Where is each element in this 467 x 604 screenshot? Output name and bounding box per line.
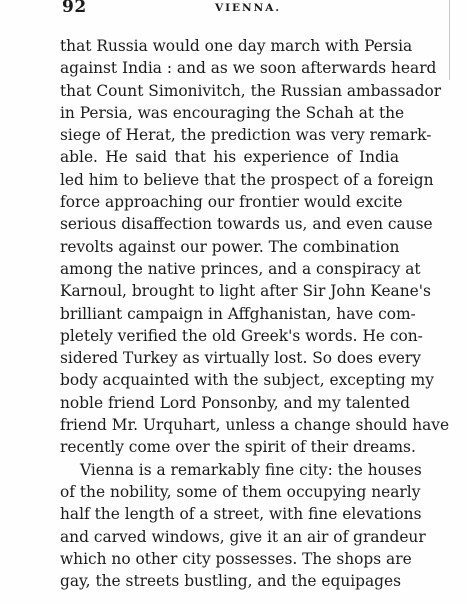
- text-line: Karnoul, brought to light after Sir John Keane's: [60, 282, 431, 301]
- page-number: 92: [62, 0, 87, 17]
- text-line: half the length of a street, with fine elevations: [60, 505, 422, 524]
- text-line: that Russia would one day march with Persia: [60, 37, 413, 55]
- text-line: against India : and as we soon afterwards heard: [60, 59, 437, 78]
- text-line: noble friend Lord Ponsonby, and my talented: [60, 393, 411, 412]
- text-line: that Count Simonivitch, the Russian ambassador: [60, 81, 442, 100]
- page-edge-divider: [449, 0, 450, 80]
- text-line: of the nobility, some of them occupying nearly: [60, 482, 421, 501]
- page-header: [60, 0, 400, 17]
- text-line: Vienna is a remarkably fine city: the houses: [80, 460, 422, 479]
- text-line: among the native princes, and a conspiracy at: [60, 259, 421, 278]
- text-line: able. He said that his experience of India: [60, 148, 399, 167]
- text-line: serious disaffection towards us, and even cause: [60, 215, 433, 234]
- text-line: body acquainted with the subject, excepting my: [60, 371, 434, 390]
- text-line: and carved windows, give it an air of grandeur: [60, 527, 426, 546]
- body-text: [60, 35, 450, 592]
- text-line: gay, the streets bustling, and the equipages: [60, 572, 402, 591]
- text-line: sidered Turkey as virtually lost. So does every: [60, 349, 421, 368]
- paragraph-2: [60, 459, 426, 593]
- paragraph-1: [60, 35, 450, 459]
- text-line: in Persia, was encouraging the Schah at the: [60, 103, 405, 122]
- text-line: which no other city possesses. The shops are: [60, 549, 412, 568]
- text-line: friend Mr. Urquhart, unless a change should have: [60, 416, 450, 435]
- text-line: revolts against our power. The combination: [60, 237, 400, 256]
- text-line: brilliant campaign in Affghanistan, have com-: [60, 304, 416, 323]
- running-head: VIENNA.: [215, 2, 282, 14]
- text-line: recently come over the spirit of their dreams.: [60, 438, 416, 457]
- text-line: led him to believe that the prospect of a foreign: [60, 170, 434, 189]
- text-line: siege of Herat, the prediction was very remark-: [60, 126, 432, 145]
- text-line: pletely verified the old Greek's words. He con-: [60, 326, 423, 345]
- text-line: force approaching our frontier would excite: [60, 193, 403, 212]
